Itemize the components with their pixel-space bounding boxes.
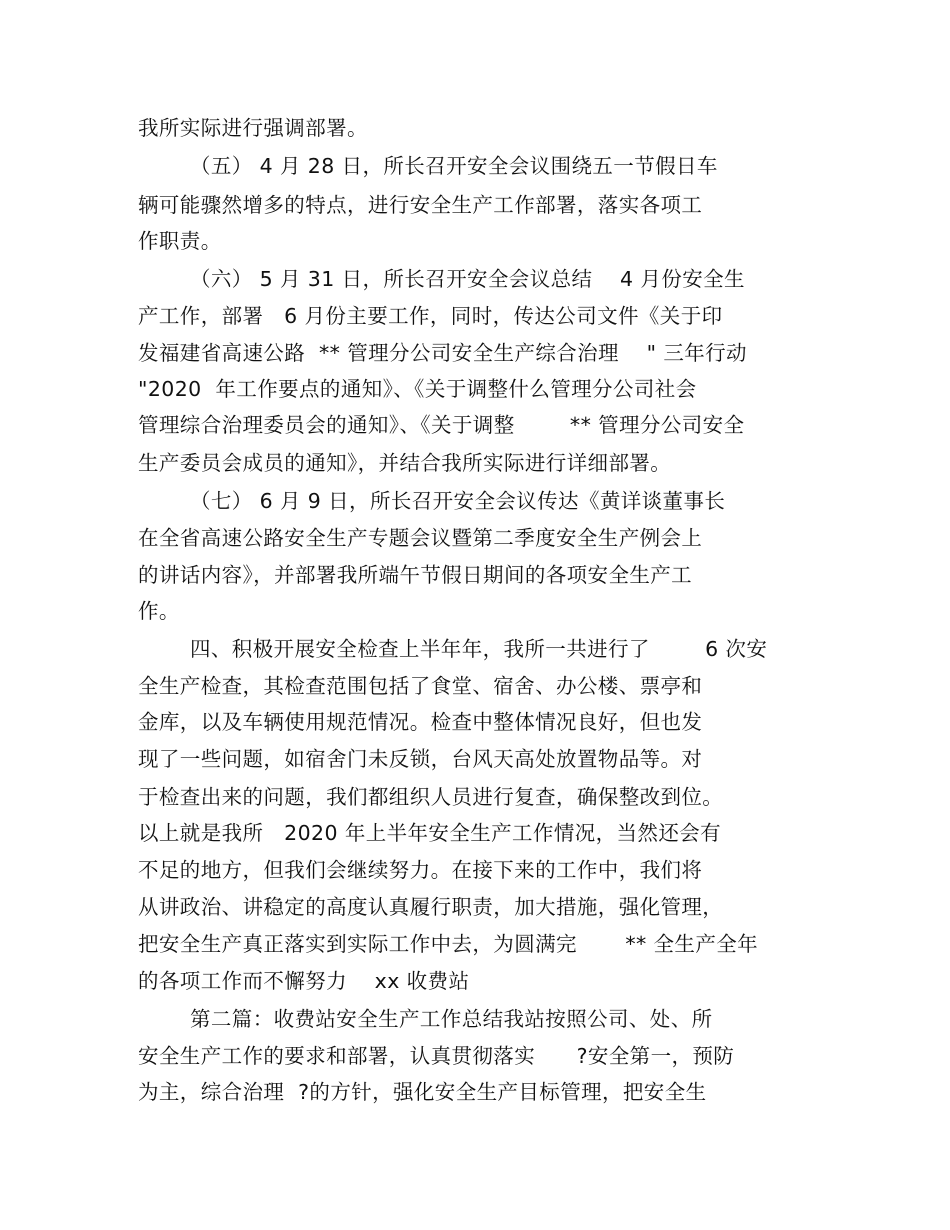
text-line: （五） 4 月 28 日，所长召开安全会议围绕五一节假日车 — [190, 154, 718, 178]
text-line: 现了一些问题，如宿舍门未反锁，台风天高处放置物品等。对 — [138, 747, 703, 771]
text-line: 于检查出来的问题，我们都组织人员进行复查，确保整改到位。 — [138, 785, 724, 809]
text-line: 安全生产工作的要求和部署，认真贯彻落实 ?安全第一，预防 — [138, 1044, 735, 1068]
text-line: 的讲话内容》，并部署我所端午节假日期间的各项安全生产工 — [138, 563, 693, 587]
text-line: 产工作，部署 6 月份主要工作，同时，传达公司文件《关于印 — [138, 304, 723, 328]
text-line: 作职责。 — [138, 229, 222, 253]
text-line: 发福建省高速公路 ** 管理分公司安全生产综合治理 " 三年行动 — [138, 341, 747, 365]
text-line: 金库，以及车辆使用规范情况。检查中整体情况良好，但也发 — [138, 710, 703, 734]
text-line: （七） 6 月 9 日，所长召开安全会议传达《黄详谈董事长 — [190, 489, 726, 513]
text-line: 为主，综合治理 ?的方针，强化安全生产目标管理，把安全生 — [138, 1080, 707, 1104]
text-line: 第二篇：收费站安全生产工作总结我站按照公司、处、所 — [190, 1007, 713, 1031]
text-line: 在全省高速公路安全生产专题会议暨第二季度安全生产例会上 — [138, 526, 703, 550]
text-line: （六） 5 月 31 日，所长召开安全会议总结 4 月份安全生 — [190, 267, 745, 291]
text-line: "2020 年工作要点的通知》、《关于调整什么管理分公司社会 — [138, 377, 697, 401]
text-line: 生产委员会成员的通知》，并结合我所实际进行详细部署。 — [138, 451, 672, 475]
text-line: 全生产检查，其检查范围包括了食堂、宿舍、办公楼、票亭和 — [138, 674, 703, 698]
text-line: 四、积极开展安全检查上半年年，我所一共进行了 6 次安 — [190, 637, 768, 661]
text-line: 把安全生产真正落实到实际工作中去，为圆满完 ** 全生产全年 — [138, 932, 759, 956]
text-line: 的各项工作而不懈努力 xx 收费站 — [138, 969, 470, 993]
text-line: 管理综合治理委员会的通知》、《关于调整 ** 管理分公司安全 — [138, 413, 745, 437]
text-line: 以上就是我所 2020 年上半年安全生产工作情况，当然还会有 — [138, 821, 722, 845]
text-line: 辆可能骤然增多的特点，进行安全生产工作部署，落实各项工 — [138, 193, 703, 217]
text-line: 作。 — [138, 599, 180, 623]
text-line: 不足的地方，但我们会继续努力。在接下来的工作中，我们将 — [138, 858, 703, 882]
text-line: 从讲政治、讲稳定的高度认真履行职责，加大措施，强化管理， — [138, 895, 724, 919]
text-line: 我所实际进行强调部署。 — [138, 116, 368, 140]
